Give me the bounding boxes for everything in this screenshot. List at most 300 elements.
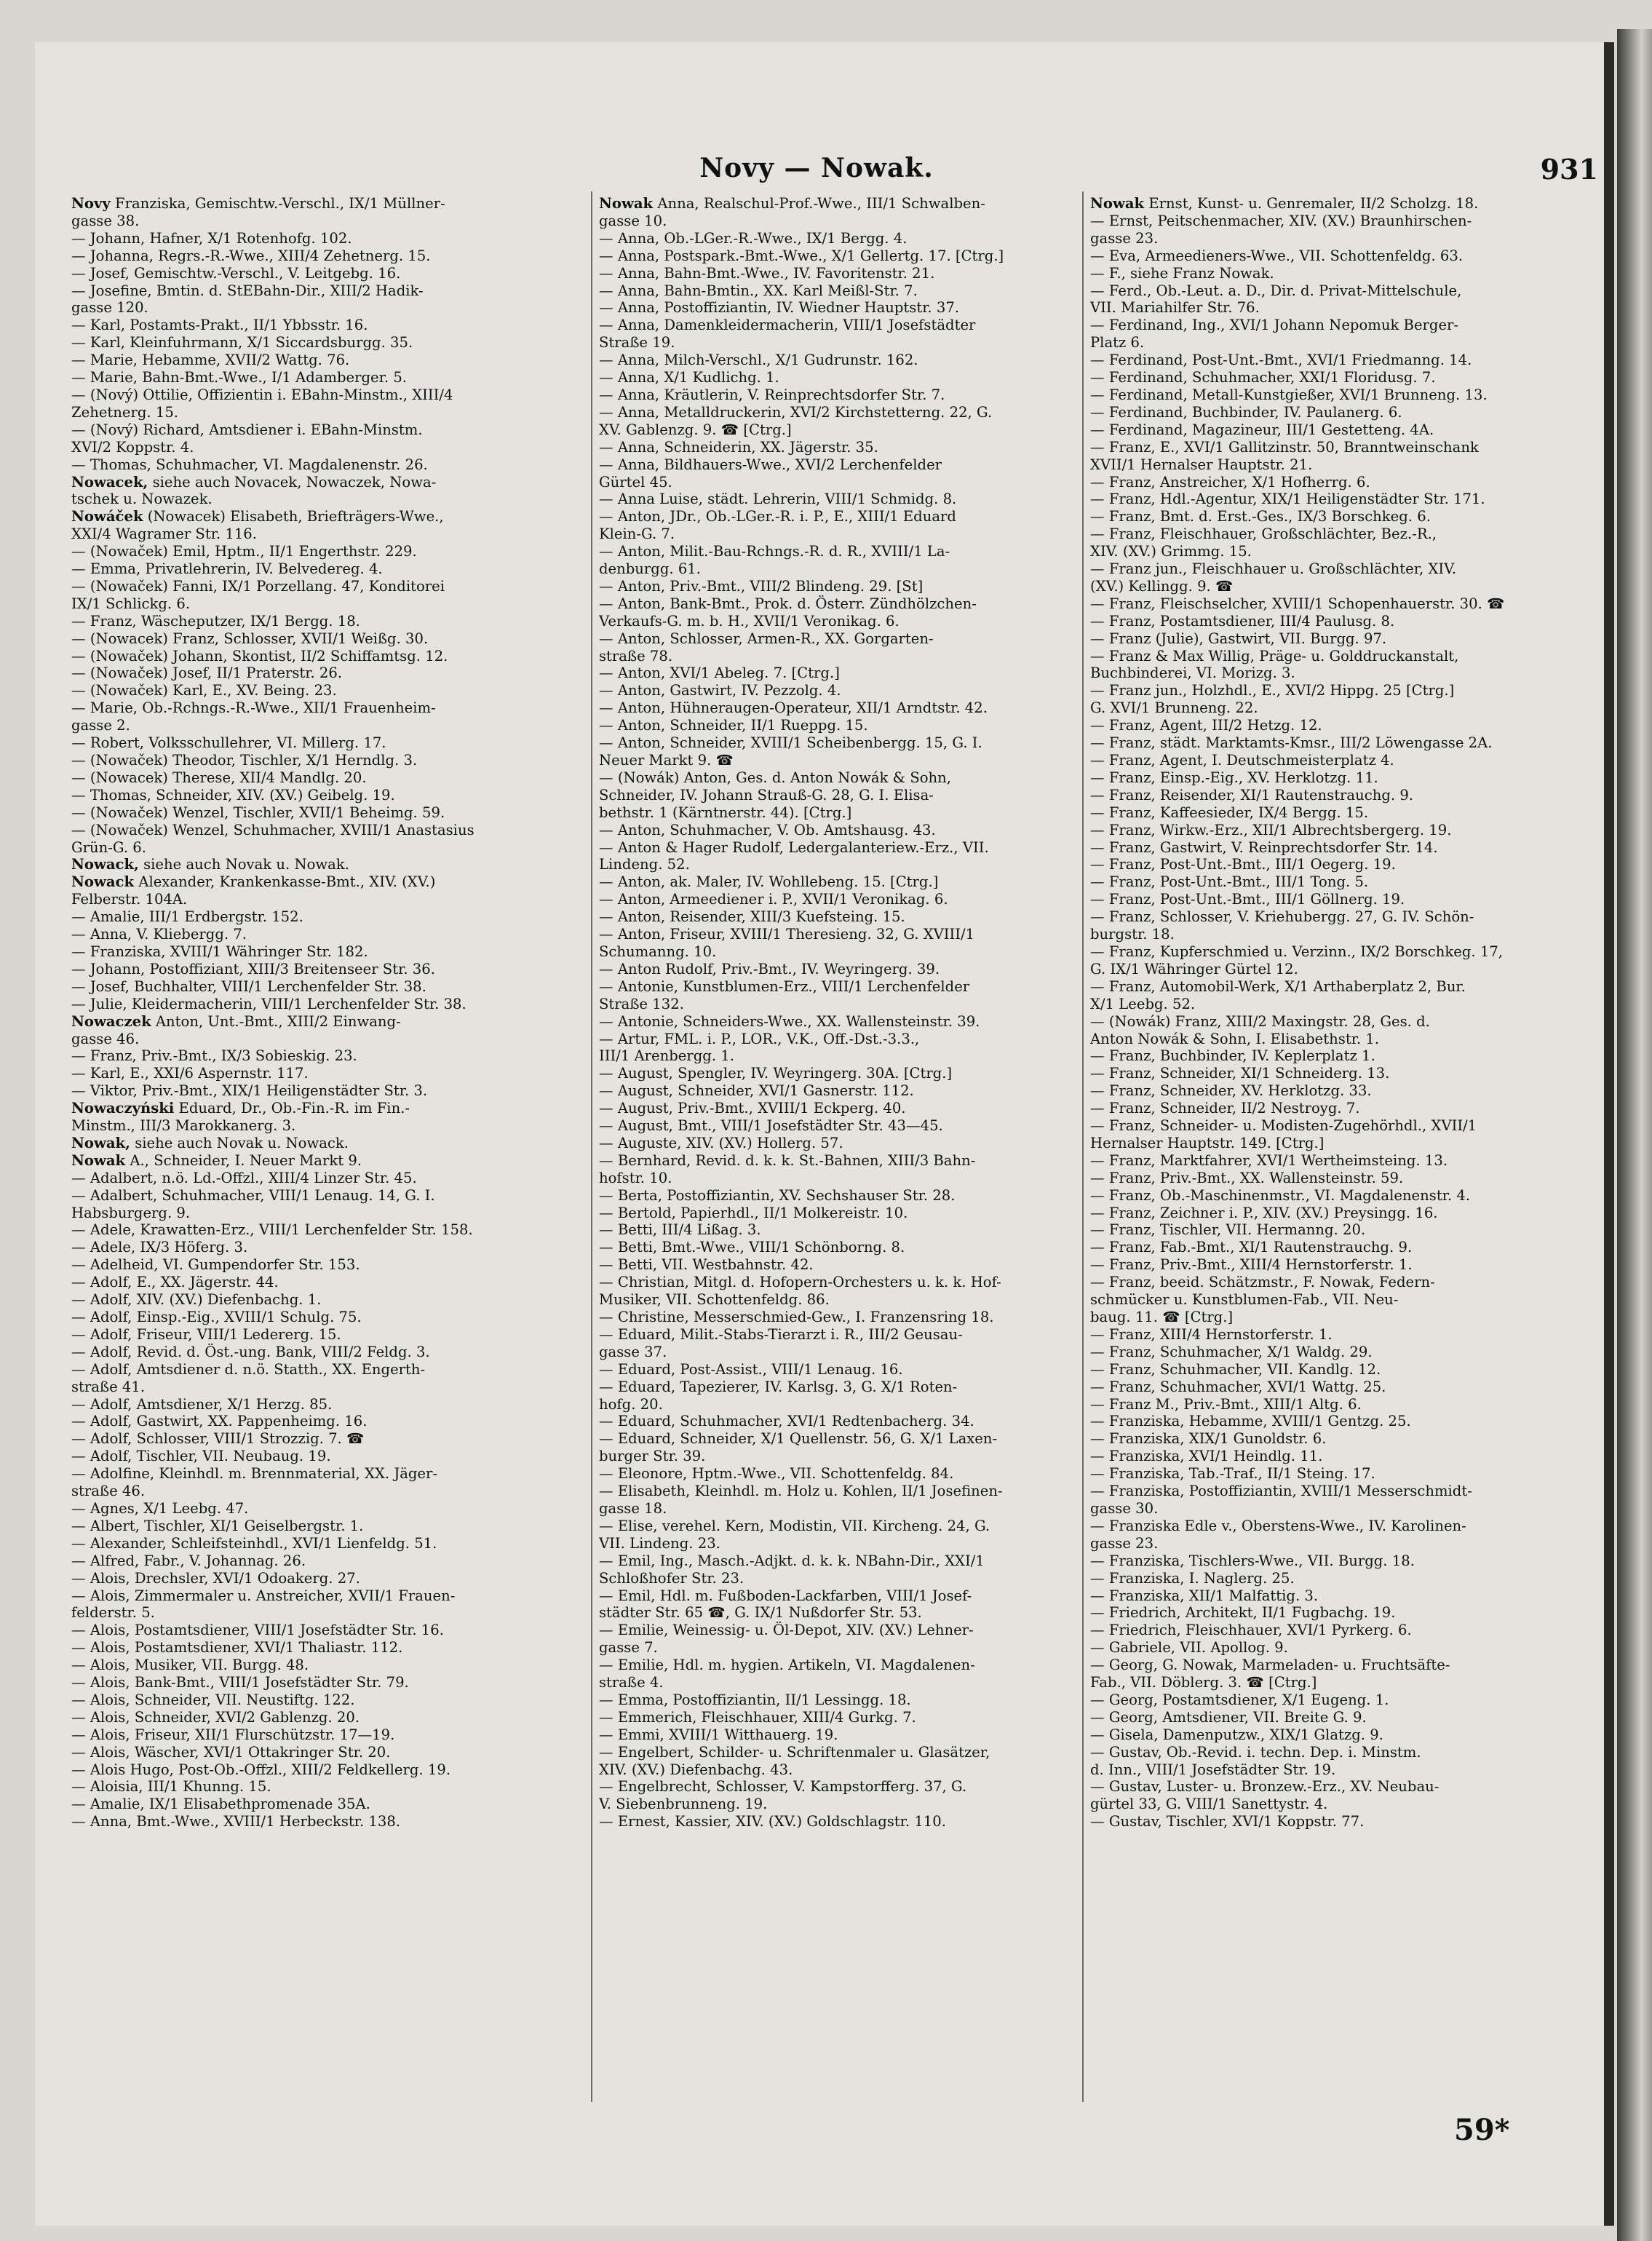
entry-text: — Eduard, Tapezierer, IV. Karlsg. 3, G. X/1 Roten- bbox=[599, 1378, 958, 1395]
directory-entry bbox=[599, 404, 1085, 421]
directory-entry bbox=[599, 1379, 1085, 1396]
entry-text: — Ferdinand, Buchbinder, IV. Paulanerg. 6. bbox=[1090, 403, 1402, 421]
directory-entry bbox=[71, 195, 557, 213]
entry-text: — Anton, Bank-Bmt., Prok. d. Österr. Zündhölzchen- bbox=[599, 595, 977, 612]
entry-text: — Franz, Bmt. d. Erst.-Ges., IX/3 Borschkeg. 6. bbox=[1090, 508, 1431, 525]
directory-entry bbox=[599, 804, 1085, 822]
directory-entry bbox=[599, 978, 1085, 996]
directory-entry bbox=[71, 1448, 557, 1465]
entry-text: — Thomas, Schneider, XIV. (XV.) Geibelg. 19. bbox=[71, 786, 395, 804]
directory-entry bbox=[1090, 1413, 1576, 1430]
entry-text: — Franziska, Tab.-Traf., II/1 Steing. 17. bbox=[1090, 1465, 1375, 1483]
entry-text: — Franz, Marktfahrer, XVI/1 Wertheimsteing. 13. bbox=[1090, 1151, 1448, 1169]
entry-text: — Anton, Schneider, II/1 Rueppg. 15. bbox=[599, 717, 868, 734]
directory-entry bbox=[71, 1152, 557, 1170]
directory-entry bbox=[1090, 1379, 1576, 1396]
directory-entry bbox=[71, 1135, 557, 1152]
entry-text: — Gustav, Ob.-Revid. i. techn. Dep. i. Minstm. bbox=[1090, 1743, 1421, 1761]
directory-entry bbox=[1090, 1013, 1576, 1031]
entry-text: — Franz M., Priv.-Bmt., XIII/1 Altg. 6. bbox=[1090, 1395, 1362, 1413]
directory-entry bbox=[599, 1047, 1085, 1065]
entry-text: — Franz, Schlosser, V. Kriehubergg. 27, G. IV. Schön- bbox=[1090, 908, 1474, 926]
directory-entry bbox=[1090, 926, 1576, 943]
entry-text: — Georg, G. Nowak, Marmeladen- u. Fruchtsäfte- bbox=[1090, 1657, 1450, 1674]
directory-entry bbox=[71, 699, 557, 717]
directory-entry bbox=[1090, 665, 1576, 682]
entry-text: — Adolf, Schlosser, VIII/1 Strozzig. 7. ☎ bbox=[71, 1430, 365, 1448]
directory-entry bbox=[71, 1379, 557, 1396]
entry-text: — Marie, Bahn-Bmt.-Wwe., I/1 Adamberger. 5. bbox=[71, 369, 408, 386]
paper-sheet bbox=[35, 42, 1614, 2226]
directory-entry bbox=[1090, 1796, 1576, 1813]
directory-entry bbox=[71, 560, 557, 578]
directory-entry bbox=[71, 1344, 557, 1361]
entry-text: — Marie, Ob.-Rchngs.-R.-Wwe., XII/1 Frauenheim- bbox=[71, 699, 436, 717]
entry-text: — (Nowák) Anton, Ges. d. Anton Nowák & Sohn, bbox=[599, 769, 952, 786]
directory-entry bbox=[599, 1483, 1085, 1500]
entry-text: — Franz, beeid. Schätzmstr., F. Nowak, Federn- bbox=[1090, 1274, 1435, 1291]
entry-text: — Franz, Buchbinder, IV. Keplerplatz 1. bbox=[1090, 1047, 1375, 1065]
directory-entry bbox=[71, 1761, 557, 1779]
directory-entry bbox=[1090, 334, 1576, 352]
entry-text: — Gustav, Tischler, XVI/1 Koppstr. 77. bbox=[1090, 1813, 1365, 1831]
entry-text: — Christian, Mitgl. d. Hofopern-Orchesters u. k. k. Hof- bbox=[599, 1274, 1001, 1291]
directory-entry bbox=[71, 926, 557, 943]
directory-entry bbox=[1090, 1518, 1576, 1535]
directory-entry bbox=[71, 1535, 557, 1552]
entry-text: gasse 7. bbox=[599, 1639, 658, 1657]
directory-entry bbox=[1090, 543, 1576, 560]
entry-text: VII. Lindeng. 23. bbox=[599, 1534, 720, 1552]
directory-entry bbox=[599, 873, 1085, 891]
entry-text: — Eduard, Schneider, X/1 Quellenstr. 56, G. X/1 Laxen- bbox=[599, 1430, 998, 1448]
entry-text: d. Inn., VIII/1 Josefstädter Str. 19. bbox=[1090, 1761, 1336, 1778]
entry-text: — Franz, Automobil-Werk, X/1 Arthaberplatz 2, Bur. bbox=[1090, 977, 1466, 995]
directory-entry bbox=[71, 1291, 557, 1309]
directory-entry bbox=[599, 1430, 1085, 1448]
entry-text: — Franz, Zeichner i. P., XIV. (XV.) Preysingg. 16. bbox=[1090, 1204, 1438, 1221]
entry-text: — Franz, Fab.-Bmt., XI/1 Rautenstrauchg. 9. bbox=[1090, 1239, 1413, 1256]
directory-entry bbox=[1090, 508, 1576, 525]
entry-text: — Adolf, Einsp.-Eig., XVIII/1 Schulg. 75. bbox=[71, 1309, 362, 1325]
entry-text: gasse 10. bbox=[599, 212, 667, 229]
entry-text: — Franz, Post-Unt.-Bmt., III/1 Oegerg. 19. bbox=[1090, 856, 1396, 873]
entry-text: — Adolf, XIV. (XV.) Diefenbachg. 1. bbox=[71, 1291, 322, 1309]
entry-text: — Anna Luise, städt. Lehrerin, VIII/1 Schmidg. 8. bbox=[599, 491, 957, 508]
entry-text: — Alois, Friseur, XII/1 Flurschützstr. 17—19. bbox=[71, 1726, 395, 1743]
directory-entry bbox=[599, 1604, 1085, 1622]
entry-text: — Franz & Max Willig, Präge- u. Golddruckanstalt, bbox=[1090, 647, 1459, 665]
entry-text: — Anton, Schuhmacher, V. Ob. Amtshausg. 43. bbox=[599, 821, 936, 838]
entry-text: — Franziska, Hebamme, XVIII/1 Gentzg. 25. bbox=[1090, 1413, 1411, 1430]
entry-text: — (Nový) Ottilie, Offizientin i. EBahn-Minstm., XIII/4 bbox=[71, 386, 453, 403]
entry-text: — (Nowaček) Wenzel, Schuhmacher, XVIII/1 Anastasius bbox=[71, 821, 474, 838]
entry-text: siehe auch Novacek, Nowaczek, Nowa- bbox=[152, 473, 437, 491]
directory-entry bbox=[71, 1361, 557, 1379]
entry-text: — Franziska, XVI/1 Heindlg. 11. bbox=[1090, 1448, 1323, 1465]
entry-text: — Franz, Tischler, VII. Hermanng. 20. bbox=[1090, 1221, 1366, 1239]
entry-text: — Eleonore, Hptm.-Wwe., VII. Schottenfeldg. 84. bbox=[599, 1465, 954, 1483]
directory-entry bbox=[599, 595, 1085, 613]
entry-text: — Franziska Edle v., Oberstens-Wwe., IV. Karolinen- bbox=[1090, 1517, 1466, 1534]
directory-entry bbox=[71, 230, 557, 247]
directory-entry bbox=[71, 474, 557, 491]
entry-text: — Emilie, Hdl. m. hygien. Artikeln, VI. Magdalenen- bbox=[599, 1657, 975, 1674]
directory-entry bbox=[599, 943, 1085, 961]
directory-entry bbox=[71, 717, 557, 734]
entry-text: gasse 30. bbox=[1090, 1499, 1159, 1517]
entry-text: — Alois, Drechsler, XVI/1 Odoakerg. 27. bbox=[71, 1569, 360, 1587]
directory-entry bbox=[599, 1205, 1085, 1222]
directory-entry bbox=[71, 1239, 557, 1256]
entry-text: — Franz (Julie), Gastwirt, VII. Burgg. 97. bbox=[1090, 630, 1387, 647]
book-edge bbox=[1617, 29, 1652, 2241]
directory-entry bbox=[599, 891, 1085, 908]
entry-text: — (Nowacek) Therese, XII/4 Mandlg. 20. bbox=[71, 769, 367, 786]
directory-entry bbox=[71, 630, 557, 648]
entry-text: — Anton, Milit.-Bau-Rchngs.-R. d. R., XVIII/1 La- bbox=[599, 543, 950, 560]
directory-entry bbox=[71, 1778, 557, 1796]
directory-entry bbox=[1090, 891, 1576, 908]
entry-text: — Franz, Schneider, XV. Herklotzg. 33. bbox=[1090, 1082, 1372, 1100]
entry-text: — Emil, Hdl. m. Fußboden-Lackfarben, VIII/1 Josef- bbox=[599, 1587, 972, 1604]
entry-text: bethstr. 1 (Kärntnerstr. 44). [Ctrg.] bbox=[599, 804, 852, 821]
directory-entry bbox=[1090, 1065, 1576, 1082]
entry-text: — Franz, Schuhmacher, VII. Kandlg. 12. bbox=[1090, 1360, 1381, 1378]
entry-text: städter Str. 65 ☎, G. IX/1 Nußdorfer Str. 53. bbox=[599, 1604, 922, 1622]
directory-entry bbox=[599, 1778, 1085, 1796]
entry-text: — Franz, XIII/4 Hernstorferstr. 1. bbox=[1090, 1325, 1333, 1343]
directory-entry bbox=[1090, 1674, 1576, 1691]
entry-text: — Anna, Milch-Verschl., X/1 Gudrunstr. 162. bbox=[599, 352, 918, 369]
directory-entry bbox=[599, 474, 1085, 491]
directory-entry bbox=[71, 595, 557, 613]
entry-text: — Johanna, Regrs.-R.-Wwe., XIII/4 Zehetnerg. 15. bbox=[71, 247, 431, 264]
directory-entry bbox=[599, 543, 1085, 560]
directory-entry bbox=[599, 613, 1085, 630]
entry-text: — Franz, Fleischhauer, Großschlächter, Bez.-R., bbox=[1090, 525, 1437, 543]
entry-text: — Eva, Armeedieners-Wwe., VII. Schottenfeldg. 63. bbox=[1090, 247, 1464, 264]
entry-text: baug. 11. ☎ [Ctrg.] bbox=[1090, 1309, 1234, 1325]
entry-text: Lindeng. 52. bbox=[599, 856, 690, 873]
entry-text: — Alfred, Fabr., V. Johannag. 26. bbox=[71, 1552, 306, 1569]
entry-text: tschek u. Nowazek. bbox=[71, 491, 213, 508]
directory-entry bbox=[1090, 1291, 1576, 1309]
entry-text: IX/1 Schlickg. 6. bbox=[71, 595, 191, 612]
entry-text: — Viktor, Priv.-Bmt., XIX/1 Heiligenstädter Str. 3. bbox=[71, 1082, 428, 1100]
entry-text: gasse 37. bbox=[599, 1343, 667, 1360]
directory-entry bbox=[1090, 1552, 1576, 1570]
directory-entry bbox=[71, 1309, 557, 1326]
entry-text: straße 4. bbox=[599, 1674, 664, 1691]
page-number: 931 bbox=[1540, 153, 1598, 186]
entry-text: — Anna, Postspark.-Bmt.-Wwe., X/1 Gellertg. 17. [Ctrg.] bbox=[599, 247, 1004, 264]
directory-entry bbox=[71, 1744, 557, 1761]
directory-entry bbox=[1090, 474, 1576, 491]
entry-text: Zehetnerg. 15. bbox=[71, 403, 179, 421]
directory-entry bbox=[1090, 822, 1576, 839]
directory-entry bbox=[1090, 1657, 1576, 1674]
directory-entry bbox=[1090, 769, 1576, 787]
directory-entry bbox=[599, 1065, 1085, 1082]
entry-text: G. IX/1 Währinger Gürtel 12. bbox=[1090, 960, 1298, 977]
directory-entry bbox=[71, 578, 557, 595]
entry-surname: Nowak, bbox=[71, 1134, 130, 1151]
entry-text: — Alois, Bank-Bmt., VIII/1 Josefstädter Str. 79. bbox=[71, 1674, 409, 1691]
entry-text: straße 41. bbox=[71, 1378, 146, 1395]
entry-text: — Anton, ak. Maler, IV. Wohllebeng. 15. [Ctrg.] bbox=[599, 873, 939, 891]
entry-text: — Emil, Ing., Masch.-Adjkt. d. k. k. NBahn-Dir., XXI/1 bbox=[599, 1552, 985, 1569]
entry-text: Gürtel 45. bbox=[599, 473, 672, 491]
entry-text: — Franz, Fleischselcher, XVIII/1 Schopenhauerstr. 30. ☎ bbox=[1090, 595, 1505, 612]
directory-entry bbox=[599, 1500, 1085, 1518]
entry-text: — Elisabeth, Kleinhdl. m. Holz u. Kohlen, II/1 Josefinen- bbox=[599, 1483, 1003, 1500]
directory-entry bbox=[71, 1796, 557, 1813]
entry-text: — Anton Rudolf, Priv.-Bmt., IV. Weyringerg. 39. bbox=[599, 960, 940, 977]
entry-text: Felberstr. 104A. bbox=[71, 891, 188, 908]
directory-entry bbox=[599, 1691, 1085, 1709]
directory-entry bbox=[599, 369, 1085, 386]
entry-text: gasse 46. bbox=[71, 1030, 140, 1047]
entry-text: — Josef, Gemischtw.-Verschl., V. Leitgebg. 16. bbox=[71, 264, 401, 282]
directory-entry bbox=[1090, 908, 1576, 926]
directory-entry bbox=[71, 1622, 557, 1639]
entry-text: — Anna, Bmt.-Wwe., XVIII/1 Herbeckstr. 138. bbox=[71, 1813, 401, 1831]
entry-text: — Alois, Wäscher, XVI/1 Ottakringer Str. 20. bbox=[71, 1743, 391, 1761]
directory-entry bbox=[71, 961, 557, 978]
entry-text: — Franz, E., XVI/1 Gallitzinstr. 50, Branntweinschank bbox=[1090, 438, 1479, 456]
directory-entry bbox=[599, 1344, 1085, 1361]
entry-text: — Franz, Priv.-Bmt., IX/3 Sobieskig. 23. bbox=[71, 1047, 357, 1065]
entry-text: — Ferdinand, Ing., XVI/1 Johann Nepomuk Berger- bbox=[1090, 317, 1459, 334]
entry-text: — Franziska, XIX/1 Gunoldstr. 6. bbox=[1090, 1430, 1327, 1448]
directory-entry bbox=[71, 282, 557, 300]
directory-entry bbox=[1090, 1170, 1576, 1187]
directory-entry bbox=[71, 456, 557, 474]
directory-entry bbox=[599, 439, 1085, 456]
directory-entry bbox=[1090, 1256, 1576, 1274]
entry-text: — Anton, Hühneraugen-Operateur, XII/1 Arndtstr. 42. bbox=[599, 699, 988, 717]
entry-text: — Franz, Priv.-Bmt., XX. Wallensteinstr. 59. bbox=[1090, 1169, 1404, 1186]
directory-entry bbox=[71, 822, 557, 839]
entry-text: — Christine, Messerschmied-Gew., I. Franzensring 18. bbox=[599, 1309, 994, 1325]
entry-text: — Bernhard, Revid. d. k. k. St.-Bahnen, XIII/3 Bahn- bbox=[599, 1151, 976, 1169]
entry-text: — Adolf, Amtsdiener, X/1 Herzg. 85. bbox=[71, 1395, 333, 1413]
directory-entry bbox=[1090, 1309, 1576, 1326]
directory-entry bbox=[1090, 1344, 1576, 1361]
directory-entry bbox=[71, 508, 557, 525]
entry-text: Grün-G. 6. bbox=[71, 838, 146, 856]
directory-entry bbox=[71, 299, 557, 317]
entry-text: — Franz jun., Fleischhauer u. Großschlächter, XIV. bbox=[1090, 560, 1457, 578]
directory-column-2 bbox=[599, 195, 1085, 1831]
directory-entry bbox=[71, 769, 557, 787]
entry-text: — Ernst, Peitschenmacher, XIV. (XV.) Braunhirschen- bbox=[1090, 212, 1472, 229]
directory-entry bbox=[71, 543, 557, 560]
directory-entry bbox=[1090, 734, 1576, 752]
entry-text: — Adolf, E., XX. Jägerstr. 44. bbox=[71, 1274, 279, 1291]
entry-text: VII. Mariahilfer Str. 76. bbox=[1090, 299, 1260, 317]
entry-text: — Anton, Priv.-Bmt., VIII/2 Blindeng. 29. [St] bbox=[599, 577, 924, 595]
directory-entry bbox=[71, 856, 557, 873]
directory-entry bbox=[599, 752, 1085, 769]
entry-text: — Ferdinand, Schuhmacher, XXI/1 Floridusg. 7. bbox=[1090, 369, 1436, 386]
entry-text: — Berta, Postoffiziantin, XV. Sechshauser Str. 28. bbox=[599, 1186, 956, 1204]
directory-entry bbox=[599, 578, 1085, 595]
directory-entry bbox=[1090, 1604, 1576, 1622]
entry-text: — Adele, Krawatten-Erz., VIII/1 Lerchenfelder Str. 158. bbox=[71, 1221, 473, 1239]
directory-entry bbox=[599, 265, 1085, 282]
directory-entry bbox=[599, 1726, 1085, 1744]
directory-entry bbox=[599, 334, 1085, 352]
directory-entry bbox=[1090, 1691, 1576, 1709]
directory-entry bbox=[71, 352, 557, 369]
directory-entry bbox=[599, 856, 1085, 873]
directory-entry bbox=[71, 1117, 557, 1135]
directory-entry bbox=[599, 699, 1085, 717]
directory-entry bbox=[1090, 856, 1576, 873]
directory-entry bbox=[599, 1674, 1085, 1691]
directory-entry bbox=[71, 491, 557, 508]
entry-text: Anna, Realschul-Prof.-Wwe., III/1 Schwalben- bbox=[657, 195, 985, 212]
directory-entry bbox=[599, 352, 1085, 369]
entry-text: — Franz, Kaffeesieder, IX/4 Bergg. 15. bbox=[1090, 804, 1369, 821]
directory-entry bbox=[599, 195, 1085, 213]
entry-text: gasse 38. bbox=[71, 212, 140, 229]
directory-entry bbox=[599, 1622, 1085, 1639]
entry-text: — Franz jun., Holzhdl., E., XVI/2 Hippg. 25 [Ctrg.] bbox=[1090, 682, 1455, 699]
entry-text: — (Nowák) Franz, XIII/2 Maxingstr. 28, Ges. d. bbox=[1090, 1012, 1430, 1030]
entry-text: — Betti, VII. Westbahnstr. 42. bbox=[599, 1256, 814, 1274]
entry-text: Musiker, VII. Schottenfeldg. 86. bbox=[599, 1291, 830, 1309]
directory-entry bbox=[1090, 804, 1576, 822]
entry-text: — Alois, Zimmermaler u. Anstreicher, XVII/1 Frauen- bbox=[71, 1587, 456, 1604]
entry-text: — Emilie, Weinessig- u. Öl-Depot, XIV. (XV.) Lehner- bbox=[599, 1622, 974, 1639]
entry-text: hofstr. 10. bbox=[599, 1169, 672, 1186]
directory-column-1 bbox=[71, 195, 557, 1831]
entry-text: — Franz, Gastwirt, V. Reinprechtsdorfer Str. 14. bbox=[1090, 838, 1438, 856]
directory-entry bbox=[599, 1187, 1085, 1205]
directory-entry bbox=[1090, 1778, 1576, 1796]
directory-entry bbox=[599, 961, 1085, 978]
entry-text: — Anton, Schlosser, Armen-R., XX. Gorgarten- bbox=[599, 630, 934, 647]
entry-text: — Franz, Postamtsdiener, III/4 Paulusg. 8. bbox=[1090, 612, 1395, 630]
entry-text: XIV. (XV.) Diefenbachg. 43. bbox=[599, 1761, 793, 1778]
entry-text: schmücker u. Kunstblumen-Fab., VII. Neu- bbox=[1090, 1291, 1399, 1309]
directory-entry bbox=[599, 317, 1085, 334]
directory-entry bbox=[1090, 1500, 1576, 1518]
entry-text: — Ferd., Ob.-Leut. a. D., Dir. d. Privat-Mittelschule, bbox=[1090, 282, 1462, 299]
entry-text: — Franz, Schneider, II/2 Nestroyg. 7. bbox=[1090, 1100, 1360, 1117]
directory-entry bbox=[71, 1013, 557, 1031]
entry-text: — Alois, Schneider, XVI/2 Gablenzg. 20. bbox=[71, 1708, 360, 1726]
entry-text: — Alois, Musiker, VII. Burgg. 48. bbox=[71, 1657, 309, 1674]
directory-entry bbox=[599, 247, 1085, 265]
entry-text: — Agnes, X/1 Leebg. 47. bbox=[71, 1499, 249, 1517]
entry-text: Klein-G. 7. bbox=[599, 525, 675, 543]
directory-entry bbox=[599, 1813, 1085, 1831]
entry-text: Straße 19. bbox=[599, 334, 675, 352]
entry-text: — August, Priv.-Bmt., XVIII/1 Eckperg. 40. bbox=[599, 1100, 906, 1117]
directory-entry bbox=[1090, 578, 1576, 595]
entry-text: — Franz, Schuhmacher, X/1 Waldg. 29. bbox=[1090, 1343, 1373, 1360]
directory-entry bbox=[599, 1361, 1085, 1379]
entry-text: burger Str. 39. bbox=[599, 1448, 706, 1465]
directory-entry bbox=[71, 1726, 557, 1744]
directory-entry bbox=[71, 804, 557, 822]
directory-entry bbox=[71, 734, 557, 752]
entry-text: — Betti, III/4 Lißag. 3. bbox=[599, 1221, 761, 1239]
entry-text: Eduard, Dr., Ob.-Fin.-R. im Fin.- bbox=[178, 1100, 410, 1117]
entry-text: — Friedrich, Architekt, II/1 Fugbachg. 19. bbox=[1090, 1604, 1396, 1622]
directory-entry bbox=[599, 525, 1085, 543]
directory-entry bbox=[599, 1326, 1085, 1344]
entry-text: — Bertold, Papierhdl., II/1 Molkereistr. 10. bbox=[599, 1204, 908, 1221]
entry-text: — Alexander, Schleifsteinhdl., XVI/1 Lienfeldg. 51. bbox=[71, 1534, 437, 1552]
directory-entry bbox=[599, 769, 1085, 787]
entry-text: felderstr. 5. bbox=[71, 1604, 155, 1622]
entry-text: Franziska, Gemischtw.-Verschl., IX/1 Müllner- bbox=[114, 195, 445, 212]
directory-entry bbox=[599, 299, 1085, 317]
directory-entry bbox=[599, 926, 1085, 943]
entry-text: — Adolf, Gastwirt, XX. Pappenheimg. 16. bbox=[71, 1413, 368, 1430]
directory-entry bbox=[599, 1082, 1085, 1100]
signature-mark: 59* bbox=[1454, 2113, 1510, 2147]
directory-entry bbox=[599, 491, 1085, 508]
entry-text: — Karl, Kleinfuhrmann, X/1 Siccardsburgg. 35. bbox=[71, 334, 413, 352]
directory-entry bbox=[599, 421, 1085, 439]
entry-text: — Georg, Amtsdiener, VII. Breite G. 9. bbox=[1090, 1708, 1367, 1726]
entry-text: straße 78. bbox=[599, 647, 673, 665]
directory-entry bbox=[71, 1570, 557, 1587]
directory-entry bbox=[599, 908, 1085, 926]
entry-text: — (Nowaček) Johann, Skontist, II/2 Schiffamtsg. 12. bbox=[71, 647, 448, 665]
directory-entry bbox=[1090, 1031, 1576, 1048]
directory-entry bbox=[71, 439, 557, 456]
directory-entry bbox=[599, 1013, 1085, 1031]
directory-entry bbox=[71, 891, 557, 908]
directory-entry bbox=[1090, 1761, 1576, 1779]
directory-entry bbox=[599, 456, 1085, 474]
entry-text: — Julie, Kleidermacherin, VIII/1 Lerchenfelder Str. 38. bbox=[71, 995, 466, 1012]
entry-text: — Alois Hugo, Post-Ob.-Offzl., XIII/2 Feldkellerg. 19. bbox=[71, 1761, 451, 1778]
directory-entry bbox=[71, 1326, 557, 1344]
entry-text: — Adelheid, VI. Gumpendorfer Str. 153. bbox=[71, 1256, 360, 1274]
directory-entry bbox=[71, 1518, 557, 1535]
directory-entry bbox=[599, 1031, 1085, 1048]
directory-entry bbox=[599, 665, 1085, 682]
entry-surname: Nowaczyński bbox=[71, 1100, 175, 1117]
directory-entry bbox=[71, 648, 557, 665]
entry-text: Hernalser Hauptstr. 149. [Ctrg.] bbox=[1090, 1134, 1325, 1151]
directory-entry bbox=[599, 822, 1085, 839]
entry-text: — Adalbert, Schuhmacher, VIII/1 Lenaug. 14, G. I. bbox=[71, 1186, 435, 1204]
directory-entry bbox=[1090, 1135, 1576, 1152]
entry-text: — Friedrich, Fleischhauer, XVI/1 Pyrkerg. 6. bbox=[1090, 1622, 1412, 1639]
directory-entry bbox=[71, 369, 557, 386]
directory-entry bbox=[599, 1117, 1085, 1135]
entry-text: gasse 2. bbox=[71, 717, 130, 734]
entry-text: XVI/2 Koppstr. 4. bbox=[71, 438, 194, 456]
entry-text: — (Nový) Richard, Amtsdiener i. EBahn-Minstm. bbox=[71, 421, 423, 438]
entry-text: XVII/1 Hernalser Hauptstr. 21. bbox=[1090, 456, 1313, 473]
directory-entry bbox=[1090, 386, 1576, 404]
directory-entry bbox=[1090, 1361, 1576, 1379]
entry-text: — Karl, Postamts-Prakt., II/1 Ybbsstr. 16. bbox=[71, 317, 368, 334]
entry-text: — August, Bmt., VIII/1 Josefstädter Str. 43—45. bbox=[599, 1117, 943, 1135]
directory-entry bbox=[1090, 1483, 1576, 1500]
entry-text: — (Nowacek) Franz, Schlosser, XVII/1 Weißg. 30. bbox=[71, 630, 429, 647]
